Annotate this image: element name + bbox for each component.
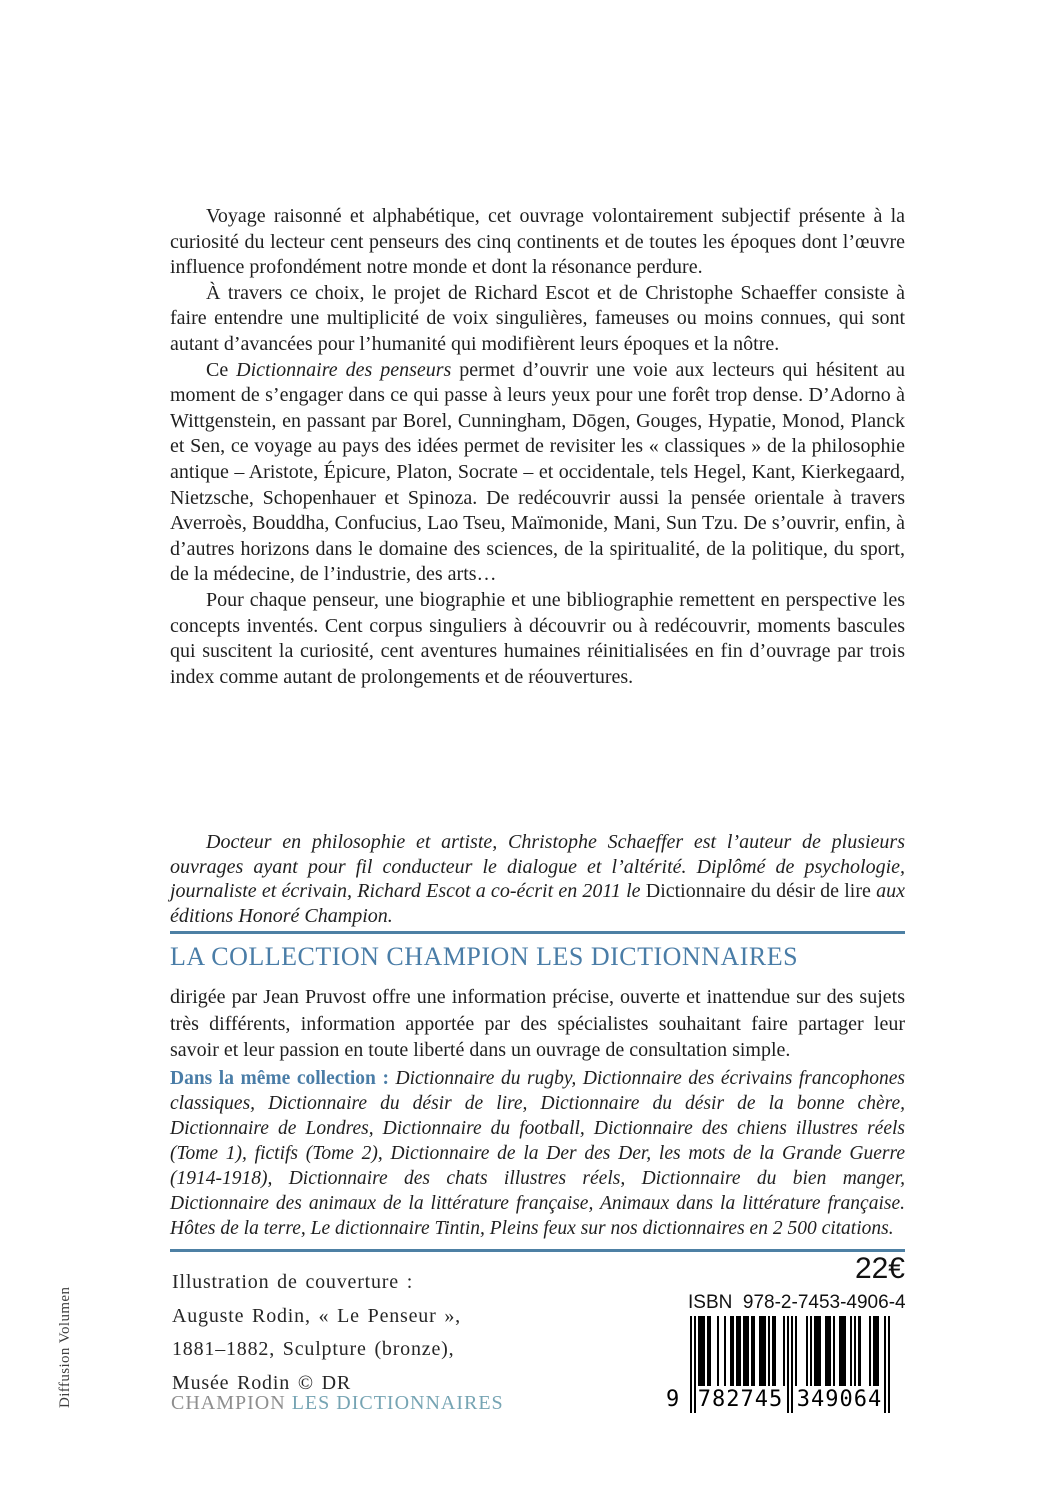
distributor-spine-text: Diffusion Volumen — [57, 1286, 73, 1408]
ean-barcode — [666, 1316, 890, 1413]
price: 22€ — [854, 1252, 905, 1285]
bio-text: Docteur en philosophie et artiste, Christophe Schaeffer est l’auteur de plusieurs ouvrages ayant pour fil conducteur le dialogue et l’altérité. Diplômé de psychologie, journaliste et écrivain, Richard Escot a co-écrit en 2011 le — [170, 831, 905, 903]
cover-credit-line: Auguste Rodin, « Le Penseur », — [172, 1304, 461, 1327]
synopsis-paragraph-2: À travers ce choix, le projet de Richard Escot et de Christophe Schaeffer consiste à faire entendre une multiplicité de voix singulières, fameuses ou moins connues, qui sont autant d’avancées pour l’humanité qui modifièrent leurs époques et la nôtre. — [170, 281, 905, 355]
same-collection — [170, 1066, 905, 1241]
imprint-champion: CHAMPION — [171, 1392, 286, 1414]
divider-rule-top — [170, 931, 905, 934]
cover-credit — [172, 1266, 461, 1400]
barcode-first-digit: 9 — [666, 1387, 680, 1412]
synopsis-paragraph-1: Voyage raisonné et alphabétique, cet ouvrage volontairement subjectif présente à la curiosité du lecteur cent penseurs des cinq continents et de toutes les époques dont l’œuvre influence profondément notre monde et dont la résonance perdure. — [170, 205, 905, 279]
paragraph-text: Ce — [206, 358, 237, 381]
same-collection-list: Dictionnaire du rugby, Dictionnaire des écrivains francophones classiques, Dictionnaire du désir de lire, Dictionnaire du désir de la bonne chère, Dictionnaire de Londres, Dictionnaire du football, Dictionnaire des chiens illustres réels (Tome 1), fictifs (Tome 2), Dictionnaire de la Der des Der, les mots de la Grande Guerre (1914-1918), Dictionnaire des chats illustres réels, Dictionnaire du bien manger, Dictionnaire des animaux de la littérature française, Animaux dans la littérature française. Hôtes de la terre, Le dictionnaire Tintin, Pleins feux sur nos dictionnaires en 2 500 citations. — [170, 1068, 905, 1239]
author-bio — [170, 830, 905, 928]
cover-credit-line: 1881–1882, Sculpture (bronze), — [172, 1338, 455, 1360]
bio-book-title: Dictionnaire du désir de lire — [645, 880, 871, 903]
same-collection-label: Dans la même collection : — [170, 1068, 389, 1089]
collection-heading: LA COLLECTION CHAMPION LES DICTIONNAIRES — [170, 942, 799, 971]
paragraph-text: permet d’ouvrir une voie aux lecteurs qui hésitent au moment de s’engager dans ce qui passe à leurs yeux pour une forêt trop dense. D’Adorno à Wittgenstein, en passant par Borel, Cunningham, Dōgen, Gouges, Hypatie, Monod, Planck et Sen, ce voyage au pays des idées permet de revisiter les « classiques » de la philosophie antique – Aristote, Épicure, Platon, Socrate – et occidentale, tels Hegel, Kant, Kierkegaard, Nietzsche, Schopenhauer et Spinoza. De redécouvrir aussi la pensée orientale à travers Averroès, Bouddha, Confucius, Lao Tseu, Maïmonide, Mani, Sun Tzu. De s’ouvrir, enfin, à d’autres horizons dans le domaine des sciences, de la spiritualité, de la politique, du sport, de la médecine, de l’industrie, des arts… — [170, 358, 905, 586]
imprint-series: LES DICTIONNAIRES — [291, 1392, 504, 1414]
cover-credit-line: Illustration de couverture : — [172, 1271, 414, 1293]
synopsis-paragraph-3 — [170, 358, 905, 588]
isbn-label: ISBN 978-2-7453-4906-4 — [688, 1292, 906, 1313]
bio-text: aux éditions Honoré Champion. — [170, 880, 905, 927]
barcode-left-digits: 782745 — [697, 1387, 784, 1412]
synopsis-paragraph-4: Pour chaque penseur, une biographie et une bibliographie remettent en perspective les concepts inventés. Cent corpus singuliers à découvrir ou à redécouvrir, moments bascules qui suscitent la curiosité, cent aventures humaines réinitialisées en fin d’ouvrage par trois index comme autant de prolongements et de réouvertures. — [170, 588, 905, 688]
imprint — [171, 1392, 504, 1415]
barcode-right-digits: 349064 — [796, 1387, 883, 1412]
synopsis-section — [170, 204, 905, 690]
collection-intro: dirigée par Jean Pruvost offre une information précise, ouverte et inattendue sur des sujets très différents, information apportée par des spécialistes souhaitant faire partager leur savoir et leur passion en toute liberté dans un ouvrage de consultation simple. — [170, 986, 905, 1062]
cover-credit-line: Musée Rodin © DR — [172, 1371, 351, 1394]
book-title: Dictionnaire des penseurs — [236, 358, 452, 381]
divider-rule-bottom — [170, 1249, 905, 1252]
